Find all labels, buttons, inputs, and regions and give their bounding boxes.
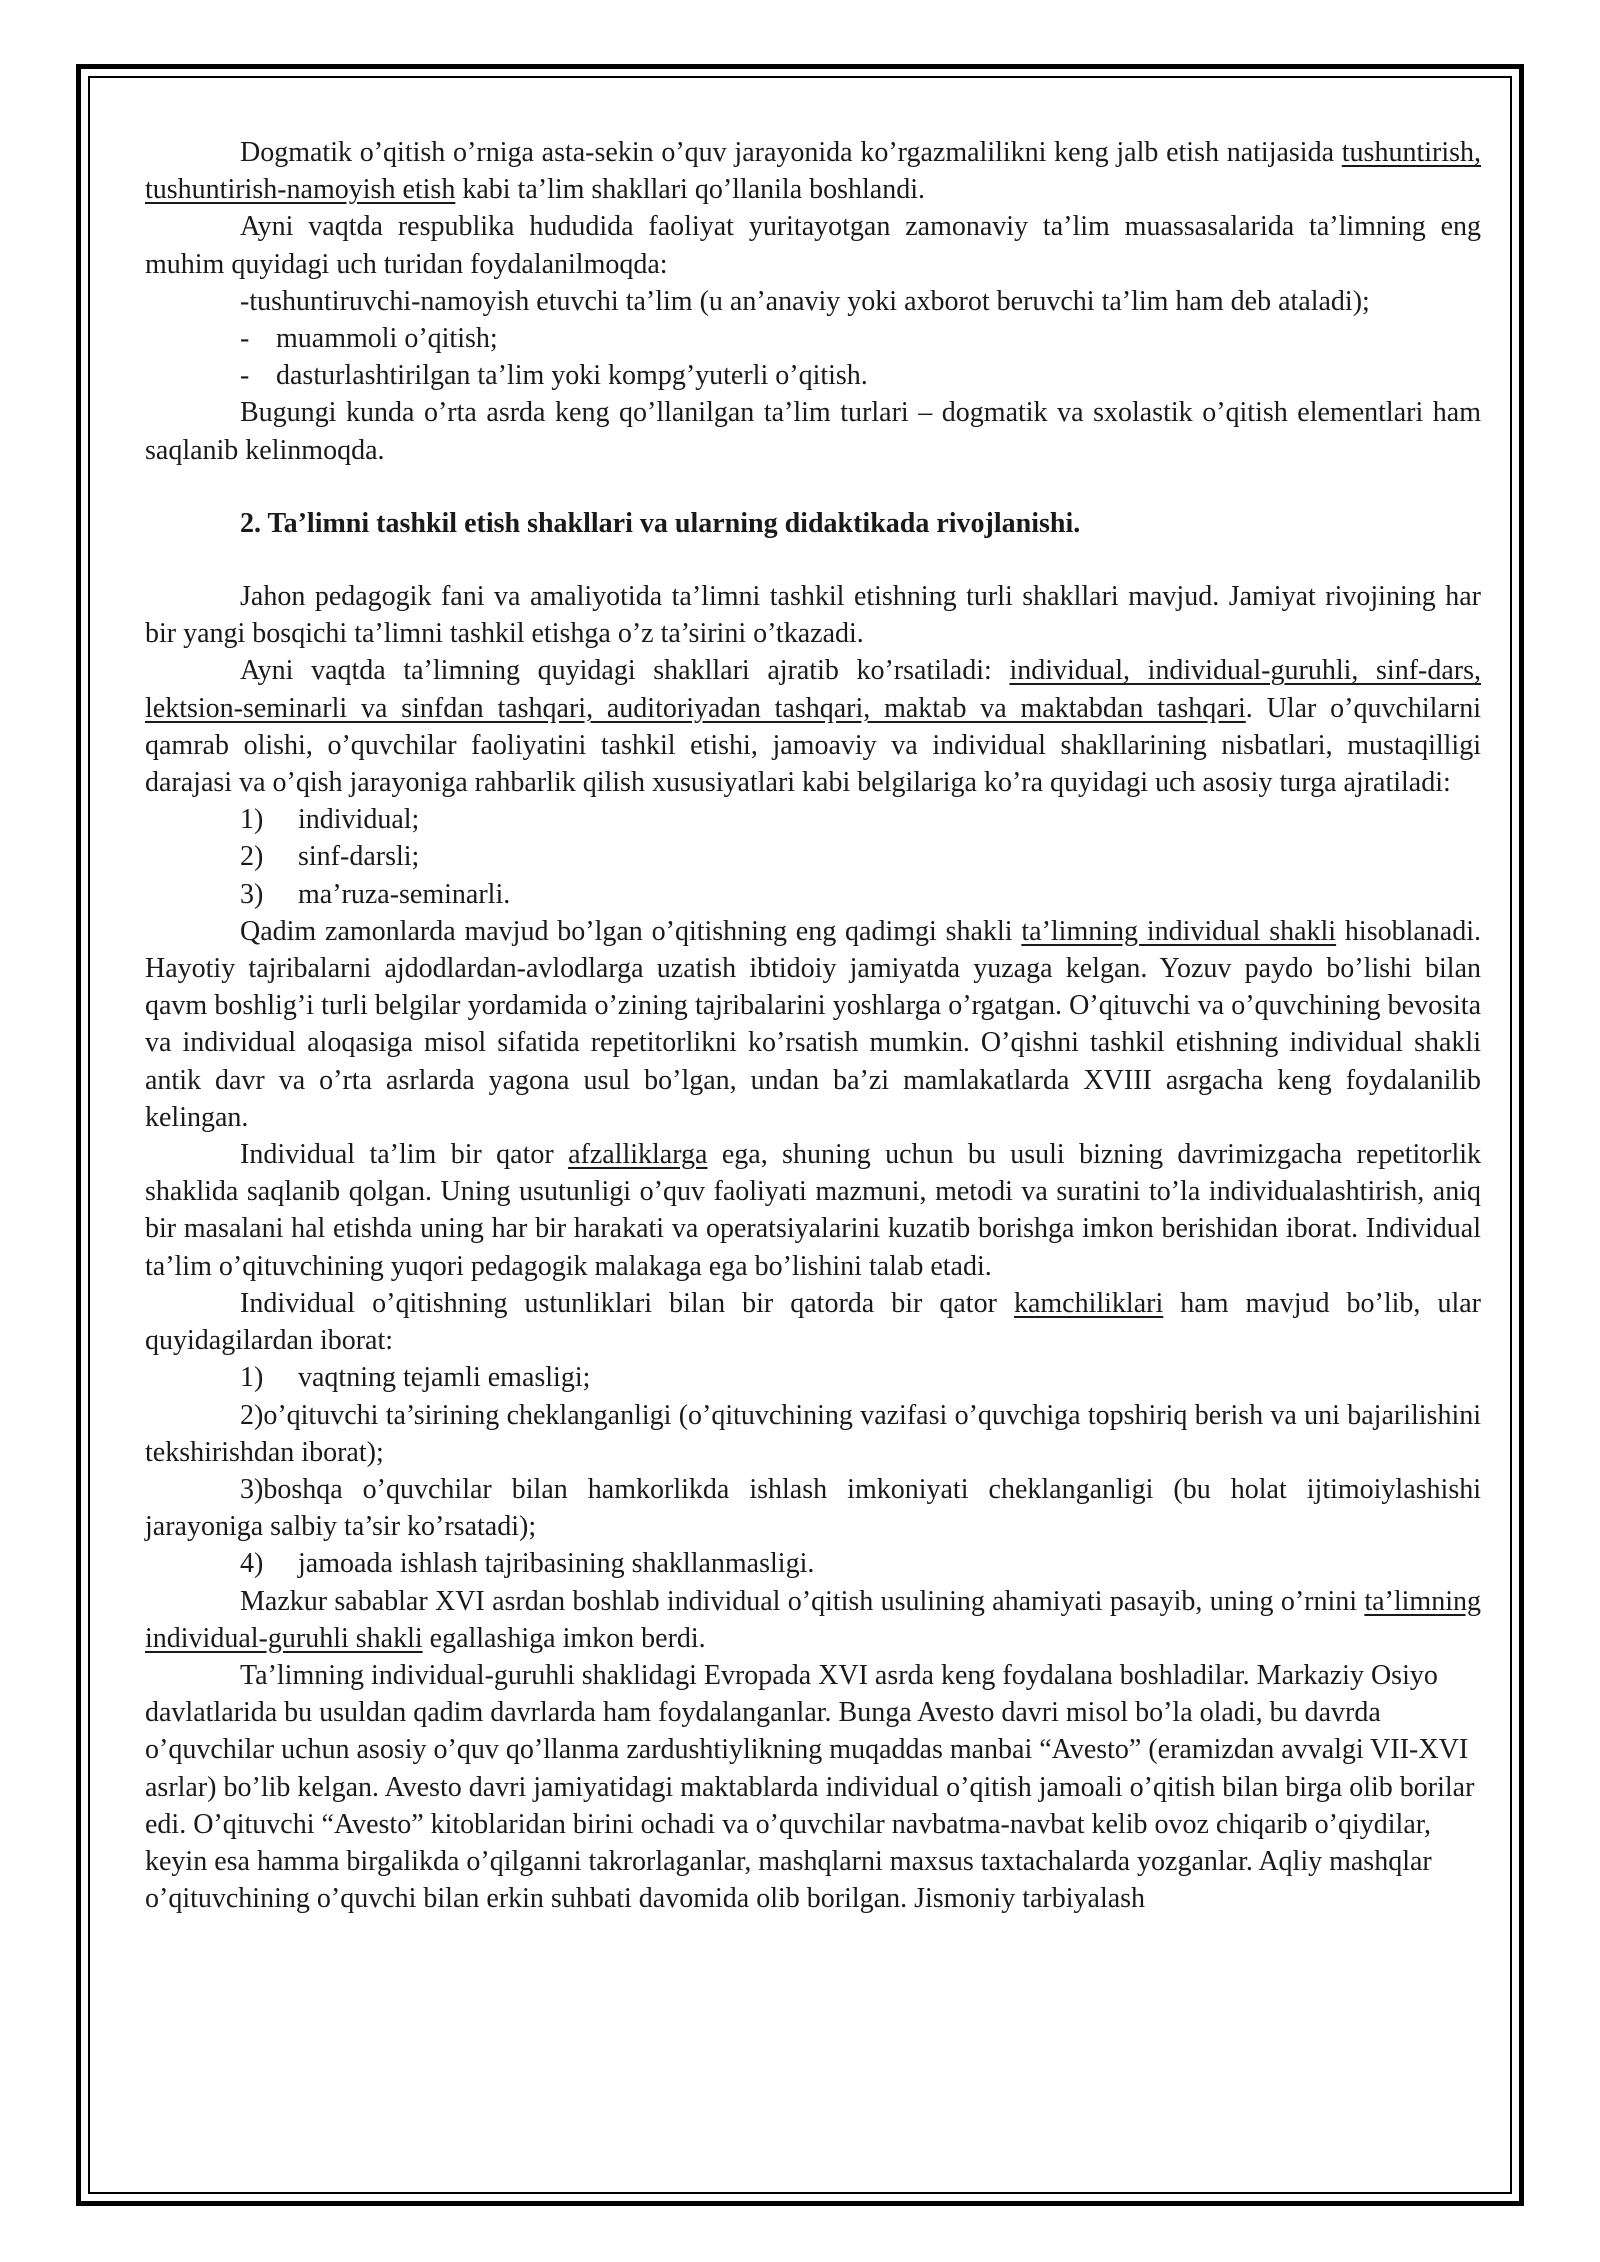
dash-list-item <box>145 357 1481 394</box>
text-run: hisoblanadi. Hayotiy tajribalarni ajdodlardan-avlodlarga uzatish ibtidoiy jamiyatda yuzaga kelgan. Yozuv paydo bo’lishi bilan qavm boshlig’i turli belgilar yordamida o’zining tajribalarini yoshlarga o’rgatgan. O’qituvchi va o’quvchining bevosita va individual aloqasiga misol sifatida repetitorlikni ko’rsatish mumkin. O’qishni tashkil etishning individual shakli antik davr va o’rta asrlarda yagona usul bo’lgan, undan ba’zi mamlakatlarda XVIII asrgacha keng foydalanilib kelingan. <box>145 915 1482 1133</box>
list-item-text: sinf-darsli; <box>298 841 420 873</box>
underlined-term: tushuntirish, tushuntirish-namoyish etish <box>145 137 1481 206</box>
text-run: egallashiga imkon berdi. <box>422 1622 706 1654</box>
paragraph-4: Jahon pedagogik fani va amaliyotida ta’limni tashkil etishning turli shakllari mavjud. Jamiyat rivojining har bir yangi bosqichi ta’limni tashkil etishga o’z ta’sirini o’tkazadi. <box>145 581 1481 650</box>
text-run: ham mavjud bo’lib, ular quyidagilardan iborat: <box>145 1287 1482 1357</box>
list-item-text: jamoada ishlash tajribasining shakllanmasligi. <box>298 1548 815 1580</box>
list-number: 1) <box>240 804 264 836</box>
text-run: kabi ta’lim shakllari qo’llanila boshlandi. <box>455 174 925 206</box>
paragraph-1 <box>145 134 1481 208</box>
list-number: 3) <box>240 1473 264 1505</box>
list-number: 3) <box>240 878 264 910</box>
text-run: Individual ta’lim bir qator <box>240 1139 569 1171</box>
list-number: 1) <box>240 1362 264 1394</box>
dash-list-item <box>145 320 1481 357</box>
paragraph-5 <box>145 652 1481 801</box>
text-run: . Ular o’quvchilarni qamrab olishi, o’quvchilar faoliyatini tashkil etishi, jamoaviy va individual shakllarining nisbatlari, mustaqilligi darajasi va o’qish jarayoniga rahbarlik qilish xususiyatlari kabi belgilariga ko’ra quyidagi uch asosiy turga ajratiladi: <box>145 692 1481 799</box>
list-item-text: tushuntiruvchi-namoyish etuvchi ta’lim (u an’anaviy yoki axborot beruvchi ta’lim ham deb ataladi); <box>249 285 1370 317</box>
underlined-term: ta’limning individual shakli <box>1021 915 1337 947</box>
numbered-list-item <box>145 838 1481 875</box>
list-number: 4) <box>240 1548 264 1580</box>
paragraph-6 <box>145 913 1481 1136</box>
underlined-term: ta’limning individual-guruhli shakli <box>145 1585 1481 1654</box>
list-item-text: o’qituvchi ta’sirining cheklanganligi (o’qituvchining vazifasi o’quvchiga topshiriq berish va uni bajarilishini tekshirishdan iborat); <box>145 1399 1481 1468</box>
paragraph-10: Ta’limning individual-guruhli shaklidagi Evropada XVI asrda keng foydalana boshladilar. Markaziy Osiyo davlatlarida bu usuldan qadim davrlarda ham foydalanganlar. Bunga Avesto davri misol bo’la oladi, bu davrda o’quvchilar uchun asosiy o’quv qo’llanma zardushtiylikning muqaddas manbai “Avesto” (eramizdan avvalgi VII-XVI asrlar) bo’lib kelgan. Avesto davri jamiyatidagi maktablarda individual o’qitish jamoali o’qitish bilan birga olib borilar edi. O’qituvchi “Avesto” kitoblaridan birini ochadi va o’quvchilar navbatma-navbat kelib ovoz chiqarib o’qiydilar, keyin esa hamma birgalikda o’qilganni takrorlaganlar, mashqlarni maxsus taxtachalarda yozganlar. Aqliy mashqlar o’qituvchining o’quvchi bilan erkin suhbati davomida olib borilgan. Jismoniy tarbiyalash <box>145 1659 1475 1915</box>
numbered-list-item <box>145 876 1481 913</box>
text-run: Individual o’qitishning ustunliklari bilan bir qatorda bir qator <box>240 1287 1014 1319</box>
underlined-term: afzalliklarga <box>568 1139 708 1171</box>
text-run: Ayni vaqtda ta’limning quyidagi shakllari ajratib ko’rsatiladi: <box>240 655 1010 687</box>
list-item-text: vaqtning tejamli emasligi; <box>298 1362 591 1394</box>
underlined-term: individual, individual-guruhli, sinf-dars, lektsion-seminarli va sinfdan tashqari, auditoriyadan tashqari, maktab va maktabdan tashqari <box>145 655 1481 724</box>
list-number: 2) <box>240 1399 264 1431</box>
dash-list-item <box>145 283 1481 320</box>
numbered-list-item <box>145 1471 1481 1545</box>
underlined-term: kamchiliklari <box>1013 1287 1164 1319</box>
numbered-list-item <box>145 1545 1481 1582</box>
numbered-list-item <box>145 801 1481 838</box>
paragraph-3: Bugungi kunda o’rta asrda keng qo’llanilgan ta’lim turlari – dogmatik va sxolastik o’qitish elementlari ham saqlanib kelinmoqda. <box>145 397 1481 466</box>
dash-bullet: - <box>240 285 250 317</box>
numbered-list-item <box>145 1397 1481 1471</box>
text-run: Dogmatik o’qitish o’rniga asta-sekin o’quv jarayonida ko’rgazmalilikni keng jalb etish natijasida <box>240 137 1342 168</box>
list-item-text: ma’ruza-seminarli. <box>298 878 511 910</box>
numbered-list-item <box>145 1359 1481 1396</box>
list-item-text: individual; <box>298 804 420 836</box>
document-body <box>145 134 1481 1917</box>
list-item-text: muammoli o’qitish; <box>276 323 498 355</box>
paragraph-9 <box>145 1583 1481 1657</box>
dash-bullet: - <box>240 360 250 392</box>
list-item-text: dasturlashtirilgan ta’lim yoki kompg’yuterli o’qitish. <box>276 360 868 392</box>
text-run: ega, shuning uchun bu usuli bizning davrimizgacha repetitorlik shaklida saqlanib qolgan. Uning usutunligi o’quv faoliyati mazmuni, metodi va suratini to’la individualashtirish, aniq bir masalani hal etishda uning har bir harakati va operatsiyalarini kuzatib borishga imkon berishidan iborat. Individual ta’lim o’qituvchining yuqori pedagogik malakaga ega bo’lishini talab etadi. <box>145 1139 1481 1282</box>
text-run: Mazkur sabablar XVI asrdan boshlab individual o’qitish usulining ahamiyati pasayib, uning o’rnini <box>240 1585 1365 1617</box>
paragraph-2: Ayni vaqtda respublika hududida faoliyat yuritayotgan zamonaviy ta’lim muassasalarida ta’limning eng muhim quyidagi uch turidan foydalanilmoqda: <box>145 211 1481 280</box>
paragraph-7 <box>145 1136 1481 1285</box>
section-heading: 2. Ta’limni tashkil etish shakllari va ularning didaktikada rivojlanishi. <box>240 507 1081 539</box>
text-run: Qadim zamonlarda mavjud bo’lgan o’qitishning eng qadimgi shakli <box>240 915 1022 947</box>
list-item-text: boshqa o’quvchilar bilan hamkorlikda ishlash imkoniyati cheklanganligi (bu holat ijtimoiylashishi jarayoniga salbiy ta’sir ko’rsatadi); <box>145 1473 1481 1543</box>
paragraph-8 <box>145 1285 1481 1359</box>
dash-bullet: - <box>240 323 250 355</box>
list-number: 2) <box>240 841 264 873</box>
